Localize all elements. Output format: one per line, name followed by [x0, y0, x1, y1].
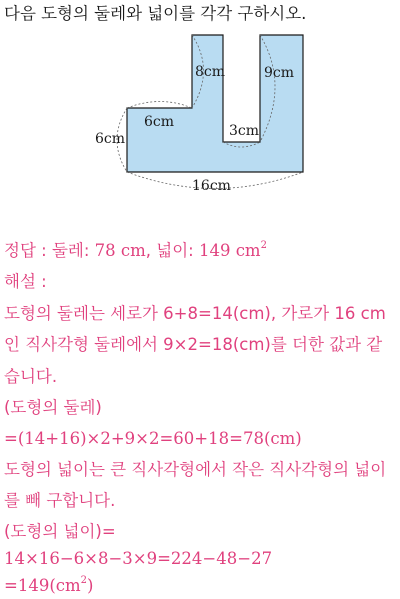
- perimeter-value: 78 cm: [94, 241, 146, 260]
- answer-label: 정답 :: [4, 241, 52, 260]
- label-left-side: 6cm: [95, 131, 126, 147]
- area-value: 149 cm: [198, 241, 261, 260]
- label-inner-bottom: 3cm: [229, 123, 260, 139]
- label-top-left: 8cm: [195, 64, 226, 80]
- explanation-line-6: 도형의 넓이는 큰 직사각형에서 작은 직사각형의 넓이: [4, 460, 387, 479]
- area-label: 넓이:: [156, 241, 199, 260]
- explanation-label: 해설 :: [4, 272, 47, 291]
- dim-arc-inner-left: [127, 102, 192, 109]
- area-result-text: =149(cm: [4, 576, 81, 595]
- explanation-line-8: (도형의 넓이)=: [4, 522, 116, 541]
- explanation-line-2: 인 직사각형 둘레에서 9×2=18(cm)를 더한 값과 같: [4, 335, 383, 354]
- explanation-line-7: 를 빼 구합니다.: [4, 491, 116, 510]
- explanation-line-5: =(14+16)×2+9×2=60+18=78(cm): [4, 429, 302, 448]
- area-result-sup: 2: [80, 575, 88, 586]
- figure-diagram: [85, 30, 315, 200]
- label-bottom: 16cm: [192, 178, 231, 194]
- perimeter-label: 둘레:: [51, 241, 95, 260]
- explanation-line-3: 습니다.: [4, 367, 58, 386]
- answer-line: [4, 240, 267, 260]
- label-top-right: 9cm: [264, 65, 295, 81]
- label-inner-left: 6cm: [144, 114, 175, 130]
- explanation-line-10: [4, 575, 94, 595]
- explanation-line-1: 도형의 둘레는 세로가 6+8=14(cm), 가로가 16 cm: [4, 304, 386, 323]
- explanation-line-9: 14×16−6×8−3×9=224−48−27: [4, 549, 273, 568]
- area-result-close: ): [87, 576, 94, 595]
- area-sup: 2: [260, 240, 267, 251]
- explanation-line-4: (도형의 둘레): [4, 398, 102, 417]
- answer-separator: ,: [145, 241, 157, 260]
- shape-polygon: [127, 35, 303, 172]
- question-text: 다음 도형의 둘레와 넓이를 각각 구하시오.: [4, 4, 307, 23]
